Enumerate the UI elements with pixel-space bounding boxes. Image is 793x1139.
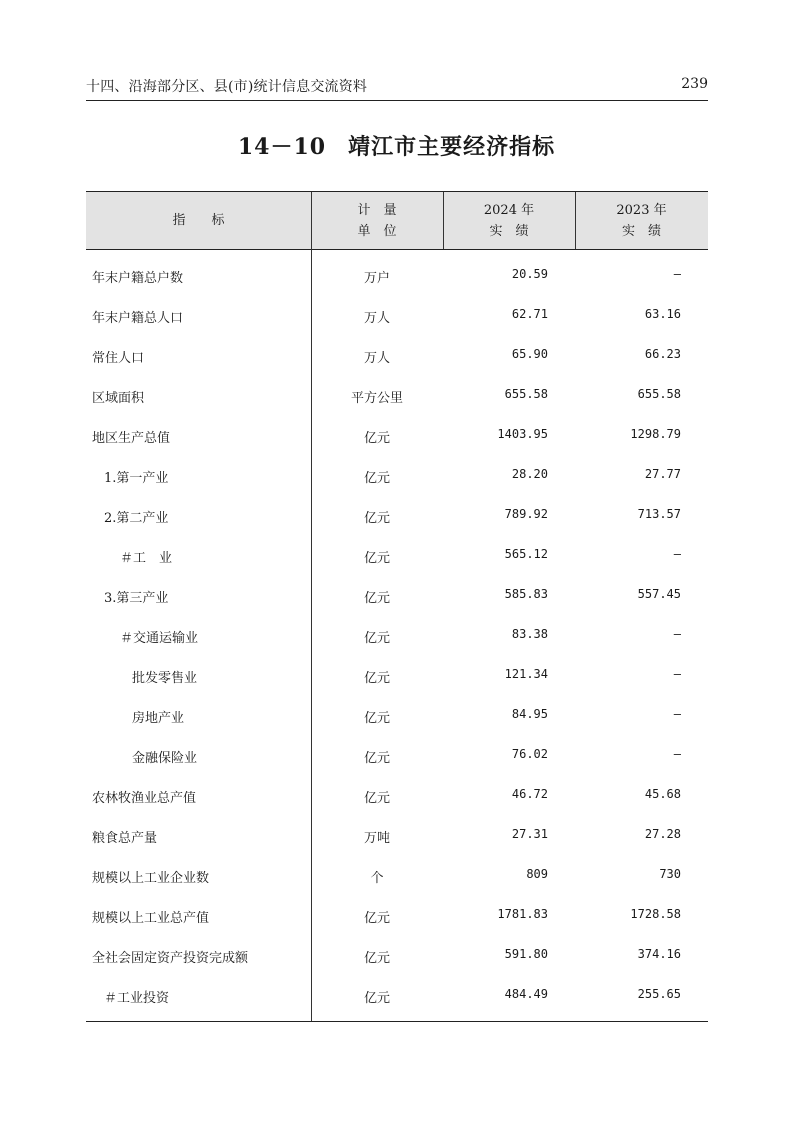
value-2024-cell: 84.95: [511, 707, 548, 721]
value-2023-cell: —: [673, 547, 681, 561]
value-2023-cell: —: [673, 627, 681, 641]
table-row: [86, 819, 708, 859]
unit-cell: 亿元: [363, 471, 390, 486]
value-2024-cell: 121.34: [504, 667, 548, 681]
value-2024-cell: 591.80: [504, 947, 548, 961]
unit-cell: 亿元: [363, 631, 390, 646]
value-2024-cell: 62.71: [511, 307, 548, 321]
running-head-rule: [86, 100, 708, 101]
indicator-cell: 金融保险业: [132, 751, 198, 766]
indicator-cell: 规模以上工业企业数: [92, 871, 210, 886]
table-body: [86, 259, 708, 1019]
table-title: [0, 130, 793, 161]
indicator-cell: 批发零售业: [132, 671, 198, 686]
header-indicator-label: 指 标: [172, 213, 225, 228]
table-row: [86, 339, 708, 379]
value-2024-cell: 1403.95: [497, 427, 548, 441]
indicator-cell: 房地产业: [132, 711, 185, 726]
value-2024-cell: 655.58: [504, 387, 548, 401]
unit-cell: 亿元: [363, 671, 390, 686]
table-row: [86, 579, 708, 619]
header-2023: [575, 192, 708, 249]
indicator-cell: 3.第三产业: [104, 591, 169, 606]
value-2023-cell: 255.65: [637, 987, 681, 1001]
unit-cell: 亿元: [363, 591, 390, 606]
table-row: [86, 979, 708, 1019]
indicator-cell: 常住人口: [92, 351, 145, 366]
indicator-cell: 年末户籍总人口: [92, 311, 184, 326]
value-2024-cell: 585.83: [504, 587, 548, 601]
value-2023-cell: —: [673, 747, 681, 761]
indicator-cell: ＃交通运输业: [120, 631, 199, 646]
value-2023-cell: 374.16: [637, 947, 681, 961]
value-2023-cell: 1298.79: [630, 427, 681, 441]
indicator-cell: 农林牧渔业总产值: [92, 791, 197, 806]
header-indicator: [86, 192, 311, 249]
unit-cell: 亿元: [363, 751, 390, 766]
header-2024-line2: 实 绩: [489, 223, 529, 239]
value-2024-cell: 46.72: [511, 787, 548, 801]
unit-cell: 亿元: [363, 431, 390, 446]
value-2023-cell: 655.58: [637, 387, 681, 401]
value-2023-cell: —: [673, 667, 681, 681]
table-row: [86, 859, 708, 899]
table-row: [86, 779, 708, 819]
unit-cell: 万吨: [363, 831, 390, 846]
table-row: [86, 699, 708, 739]
table-row: [86, 299, 708, 339]
table-row: [86, 499, 708, 539]
value-2024-cell: 27.31: [511, 827, 548, 841]
table-row: [86, 899, 708, 939]
indicator-cell: 年末户籍总户数: [92, 271, 184, 286]
indicator-cell: ＃工 业: [120, 551, 173, 566]
indicator-cell: 区域面积: [92, 391, 145, 406]
table-row: [86, 419, 708, 459]
header-2023-line1: 2023 年: [616, 202, 667, 218]
value-2024-cell: 1781.83: [497, 907, 548, 921]
indicator-cell: 地区生产总值: [92, 431, 171, 446]
value-2024-cell: 565.12: [504, 547, 548, 561]
value-2024-cell: 76.02: [511, 747, 548, 761]
header-2024-line1: 2024 年: [483, 202, 535, 218]
table-bottom-rule: [86, 1021, 708, 1022]
value-2023-cell: 27.28: [644, 827, 681, 841]
value-2023-cell: 63.16: [644, 307, 681, 321]
header-2023-line2: 实 绩: [621, 223, 661, 239]
value-2024-cell: 20.59: [511, 267, 548, 281]
value-2024-cell: 28.20: [511, 467, 548, 481]
unit-cell: 亿元: [363, 551, 390, 566]
header-unit-line2: 单 位: [357, 223, 397, 239]
value-2024-cell: 484.49: [504, 987, 548, 1001]
table-row: [86, 459, 708, 499]
header-2024: [443, 192, 575, 249]
header-unit-line1: 计 量: [357, 202, 397, 218]
indicator-cell: 全社会固定资产投资完成额: [92, 951, 249, 966]
table-row: [86, 659, 708, 699]
table-row: [86, 379, 708, 419]
table-row: [86, 739, 708, 779]
unit-cell: 万人: [363, 351, 390, 366]
table-number: 14－10: [237, 134, 327, 160]
unit-cell: 万户: [363, 271, 390, 286]
unit-cell: 个: [370, 871, 384, 886]
value-2023-cell: 66.23: [644, 347, 681, 361]
value-2023-cell: 557.45: [637, 587, 681, 601]
unit-cell: 亿元: [363, 711, 390, 726]
unit-cell: 亿元: [363, 951, 390, 966]
value-2024-cell: 83.38: [511, 627, 548, 641]
table-row: [86, 539, 708, 579]
table-row: [86, 259, 708, 299]
value-2023-cell: —: [673, 267, 681, 281]
table-header: [86, 192, 708, 250]
unit-cell: 亿元: [363, 911, 390, 926]
value-2024-cell: 809: [526, 867, 548, 881]
value-2023-cell: —: [673, 707, 681, 721]
column-separator: [443, 192, 444, 249]
unit-cell: 亿元: [363, 791, 390, 806]
value-2023-cell: 713.57: [637, 507, 681, 521]
indicator-cell: 1.第一产业: [104, 471, 169, 486]
unit-cell: 亿元: [363, 991, 390, 1006]
value-2023-cell: 45.68: [644, 787, 681, 801]
indicator-cell: 粮食总产量: [92, 831, 158, 846]
unit-cell: 平方公里: [350, 391, 403, 406]
indicator-cell: 2.第二产业: [104, 511, 169, 526]
indicator-cell: 规模以上工业总产值: [92, 911, 210, 926]
value-2023-cell: 1728.58: [630, 907, 681, 921]
table-row: [86, 619, 708, 659]
indicator-cell: ＃工业投资: [104, 991, 170, 1006]
running-head-title: 十四、沿海部分区、县(市)统计信息交流资料: [86, 79, 368, 95]
value-2024-cell: 789.92: [504, 507, 548, 521]
value-2023-cell: 730: [659, 867, 681, 881]
unit-cell: 万人: [363, 311, 390, 326]
value-2024-cell: 65.90: [511, 347, 548, 361]
header-unit: [311, 192, 443, 249]
value-2023-cell: 27.77: [644, 467, 681, 481]
running-head: [86, 76, 708, 98]
table-row: [86, 939, 708, 979]
unit-cell: 亿元: [363, 511, 390, 526]
page-number: 239: [681, 76, 708, 92]
table-name: 靖江市主要经济指标: [348, 134, 556, 160]
column-separator: [575, 192, 576, 249]
